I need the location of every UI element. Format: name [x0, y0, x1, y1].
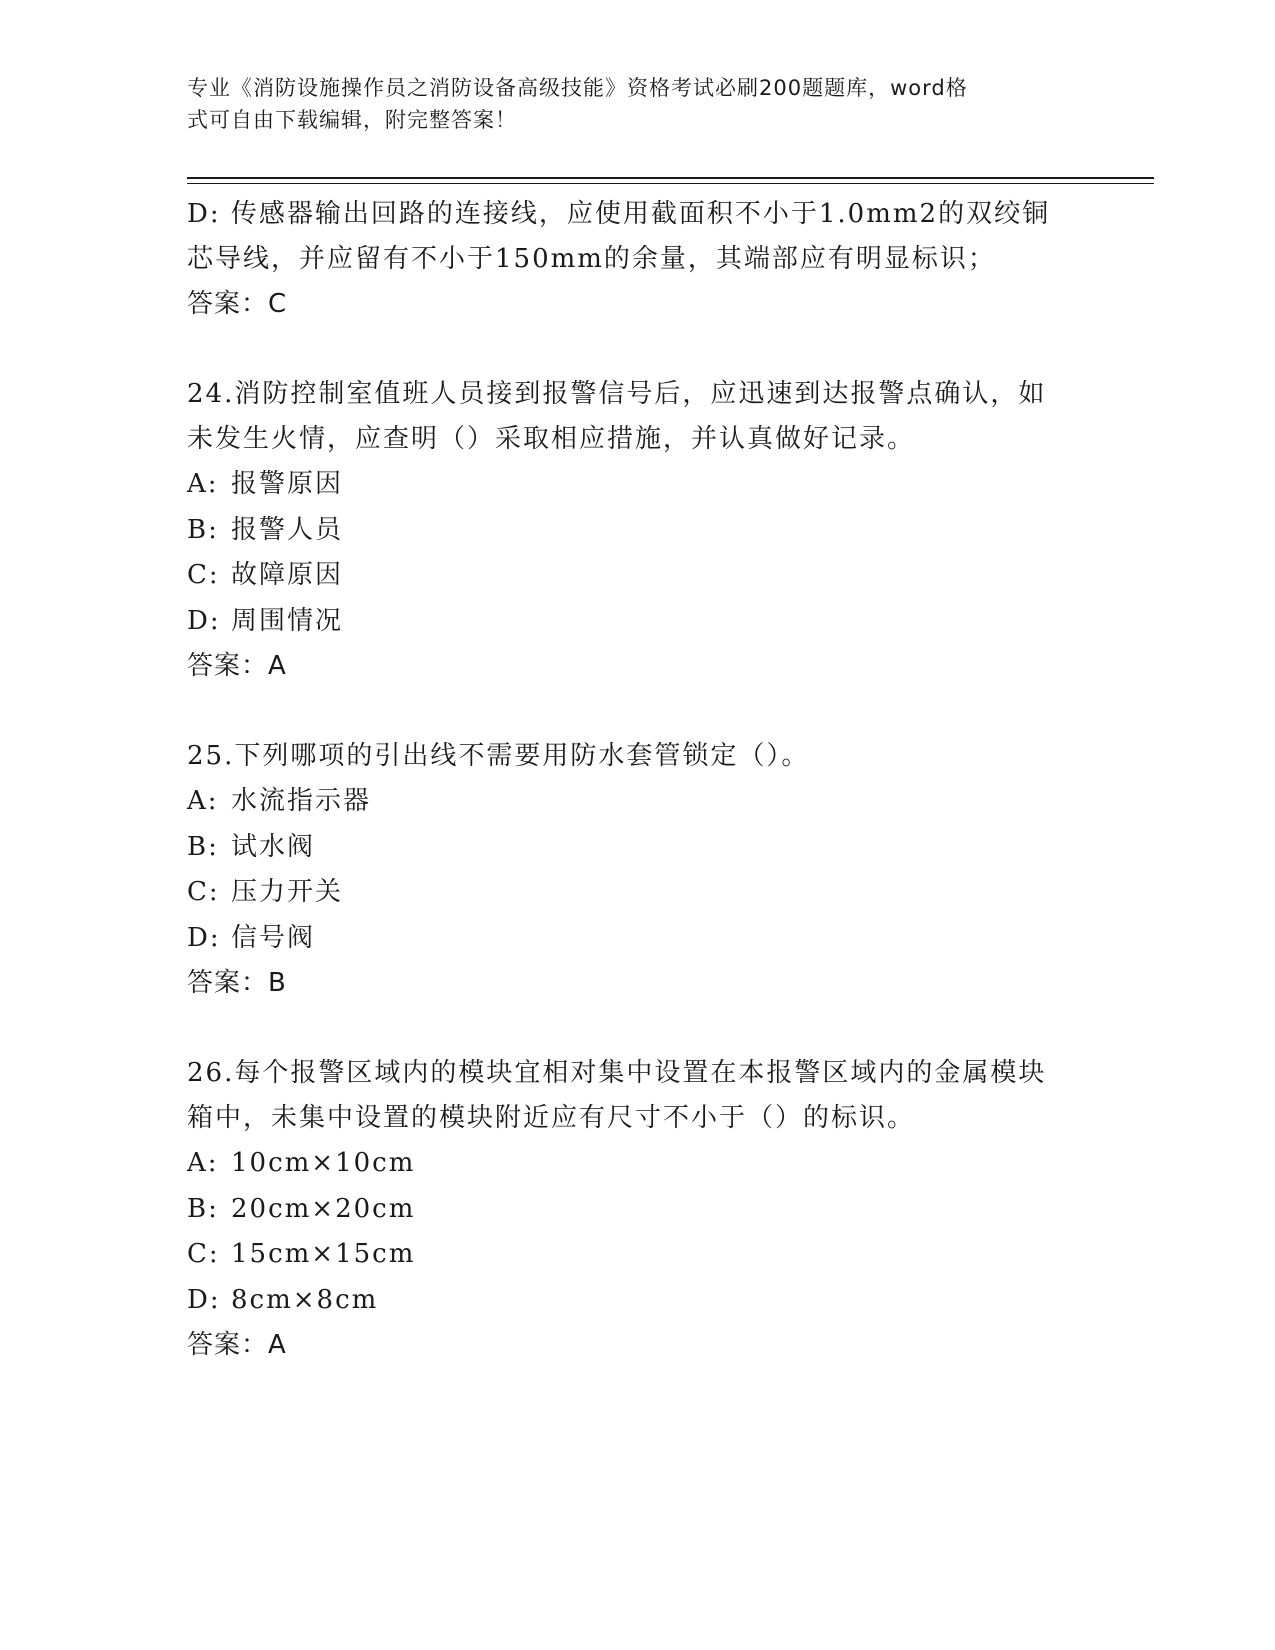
answer-24: 答案：A	[187, 651, 287, 681]
option-b: B: 20cm×20cm	[187, 1193, 416, 1224]
question-26-line2: 箱中，未集中设置的模块附近应有尺寸不小于（）的标识。	[187, 1103, 916, 1133]
question-25-line1: 25.下列哪项的引出线不需要用防水套管锁定（）。	[187, 741, 810, 771]
question-list	[187, 192, 1087, 1368]
option-d: D: 信号阀	[187, 922, 316, 953]
option-a: A: 10cm×10cm	[187, 1148, 416, 1178]
header-divider-thin	[187, 183, 1154, 184]
header-title-line2: 式可自由下载编辑，附完整答案！	[187, 108, 517, 132]
answer-26: 答案：A	[187, 1330, 287, 1360]
option-d-line1: D: 传感器输出回路的连接线，应使用截面积不小于1.0mm2的双绞铜	[187, 199, 1051, 229]
option-d-line2: 芯导线，并应留有不小于150mm的余量，其端部应有明显标识；	[187, 244, 996, 274]
header-divider-thick	[187, 177, 1154, 179]
option-d: D: 周围情况	[187, 605, 344, 636]
question-24-line2: 未发生火情，应查明（）采取相应措施，并认真做好记录。	[187, 424, 916, 454]
answer-23: 答案：C	[187, 289, 288, 319]
option-c: C: 15cm×15cm	[187, 1239, 416, 1269]
question-25	[187, 734, 1087, 1006]
option-b: B: 试水阀	[187, 831, 316, 862]
option-b: B: 报警人员	[187, 514, 344, 545]
question-24	[187, 372, 1087, 689]
option-c: C: 压力开关	[187, 877, 344, 907]
header-title-line1: 专业《消防设施操作员之消防设备高级技能》资格考试必刷200题题库，word格	[187, 76, 968, 100]
question-26-line1: 26.每个报警区域内的模块宜相对集中设置在本报警区域内的金属模块	[187, 1058, 1047, 1088]
question-24-line1: 24.消防控制室值班人员接到报警信号后，应迅速到达报警点确认，如	[187, 379, 1047, 409]
option-a: A: 水流指示器	[187, 786, 372, 816]
option-a: A: 报警原因	[187, 469, 344, 499]
option-c: C: 故障原因	[187, 560, 344, 590]
question-26	[187, 1051, 1087, 1368]
document-header	[187, 72, 1067, 136]
answer-25: 答案：B	[187, 968, 287, 998]
option-d: D: 8cm×8cm	[187, 1284, 379, 1315]
question-23-continued	[187, 192, 1087, 327]
